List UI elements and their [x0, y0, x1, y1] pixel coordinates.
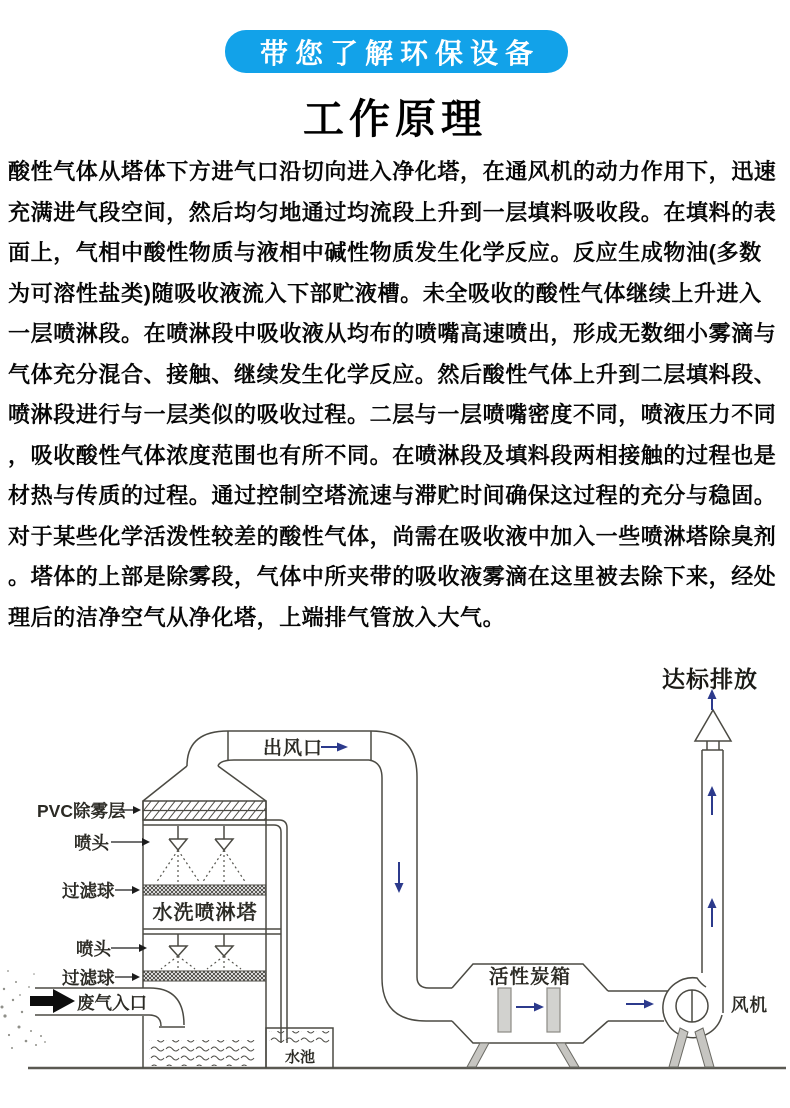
paragraph-line: 喷淋段进行与一层类似的吸收过程。二层与一层喷嘴密度不同，喷液压力不同: [8, 402, 777, 427]
page-title: 工作原理: [303, 96, 487, 142]
inlet-arrow: [30, 989, 75, 1013]
chimney-cone: [695, 710, 731, 741]
tower-water: [149, 1040, 255, 1066]
outlet-label: 出风口: [263, 738, 324, 759]
inlet-label: 废气入口: [77, 993, 147, 1013]
stack-flow-arrow: [708, 898, 717, 927]
carbon-box-label: 活性炭箱: [488, 966, 572, 988]
paragraph-line: 面上，气相中酸性物质与液相中碱性物质发生化学反应。反应生成物油(多数: [8, 240, 762, 265]
paragraph-line: ，吸收酸性气体浓度范围也有所不同。在喷淋段及填料段两相接触的过程也是: [8, 442, 777, 468]
fan-unit: [662, 666, 768, 1067]
intro-paragraph: [8, 152, 786, 638]
downflow-arrow: [395, 862, 404, 893]
paragraph-line: 充满进气段空间，然后均匀地通过均流段上升到一层填料吸收段。在填料的表: [8, 199, 777, 225]
paragraph-line: 酸性气体从塔体下方进气口沿切向进入净化塔，在通风机的动力作用下，迅速: [8, 159, 777, 184]
paragraph-line: 一层喷淋段。在喷淋段中吸收液从均布的喷嘴高速喷出，形成无数细小雾滴与: [8, 321, 777, 346]
carbon-slat: [498, 988, 511, 1032]
pool-label: 水池: [284, 1049, 316, 1066]
pool-water: [269, 1031, 330, 1046]
dust-speckles: [1, 970, 46, 1049]
callout-labels: [37, 801, 150, 988]
paragraph-line: 对于某些化学活泼性较差的酸性气体，尚需在吸收液中加入一些喷淋塔除臭剂: [8, 523, 777, 549]
discharge-label: 达标排放: [662, 666, 758, 692]
top-banner: [225, 30, 568, 73]
water-pool: [266, 1028, 333, 1068]
discharge-arrow: [708, 689, 717, 710]
process-diagram: [0, 640, 790, 1108]
filter-ball-band-top: [143, 885, 266, 895]
carbon-slat: [547, 988, 560, 1032]
filter-ball-band-bottom: [143, 971, 266, 981]
spray-tower: [143, 766, 287, 1068]
box-flow-arrow: [516, 1003, 544, 1012]
filter-top-label: 过滤球: [62, 881, 115, 901]
connector-arrow: [626, 1000, 654, 1009]
spray-nozzles: [156, 826, 246, 970]
filter-bottom-label: 过滤球: [62, 968, 115, 988]
paragraph-line: 材热与传质的过程。通过控制空塔流速与滞贮时间确保这过程的充分与稳固。: [8, 483, 777, 508]
box-leg: [467, 1043, 489, 1067]
pvc-demister-label: PVC除雾层: [37, 801, 126, 821]
box-leg: [556, 1043, 579, 1067]
paragraph-line: 气体充分混合、接触、继续发生化学反应。然后酸性气体上升到二层填料段、: [8, 361, 777, 387]
tower-label: 水洗喷淋塔: [152, 902, 258, 924]
fan-leg: [669, 1028, 688, 1067]
fan-leg: [695, 1028, 714, 1067]
paragraph-line: 理后的洁净空气从净化塔，上端排气管放入大气。: [8, 604, 506, 630]
stack-flow-arrow: [708, 786, 717, 815]
carbon-box: [452, 964, 668, 1067]
nozzle-bottom-label: 喷头: [76, 939, 111, 959]
paragraph-line: 为可溶性盐类)随吸收液流入下部贮液槽。未全吸收的酸性气体继续上升进入: [8, 280, 762, 306]
banner-label: 带您了解环保设备: [259, 37, 540, 69]
paragraph-line: 。塔体的上部是除雾段，气体中所夹带的吸收液雾滴在这里被去除下来，经处: [8, 564, 777, 589]
outlet-arrow: [321, 743, 348, 752]
nozzle-top-label: 喷头: [74, 833, 109, 853]
fan-label: 风机: [731, 995, 768, 1015]
